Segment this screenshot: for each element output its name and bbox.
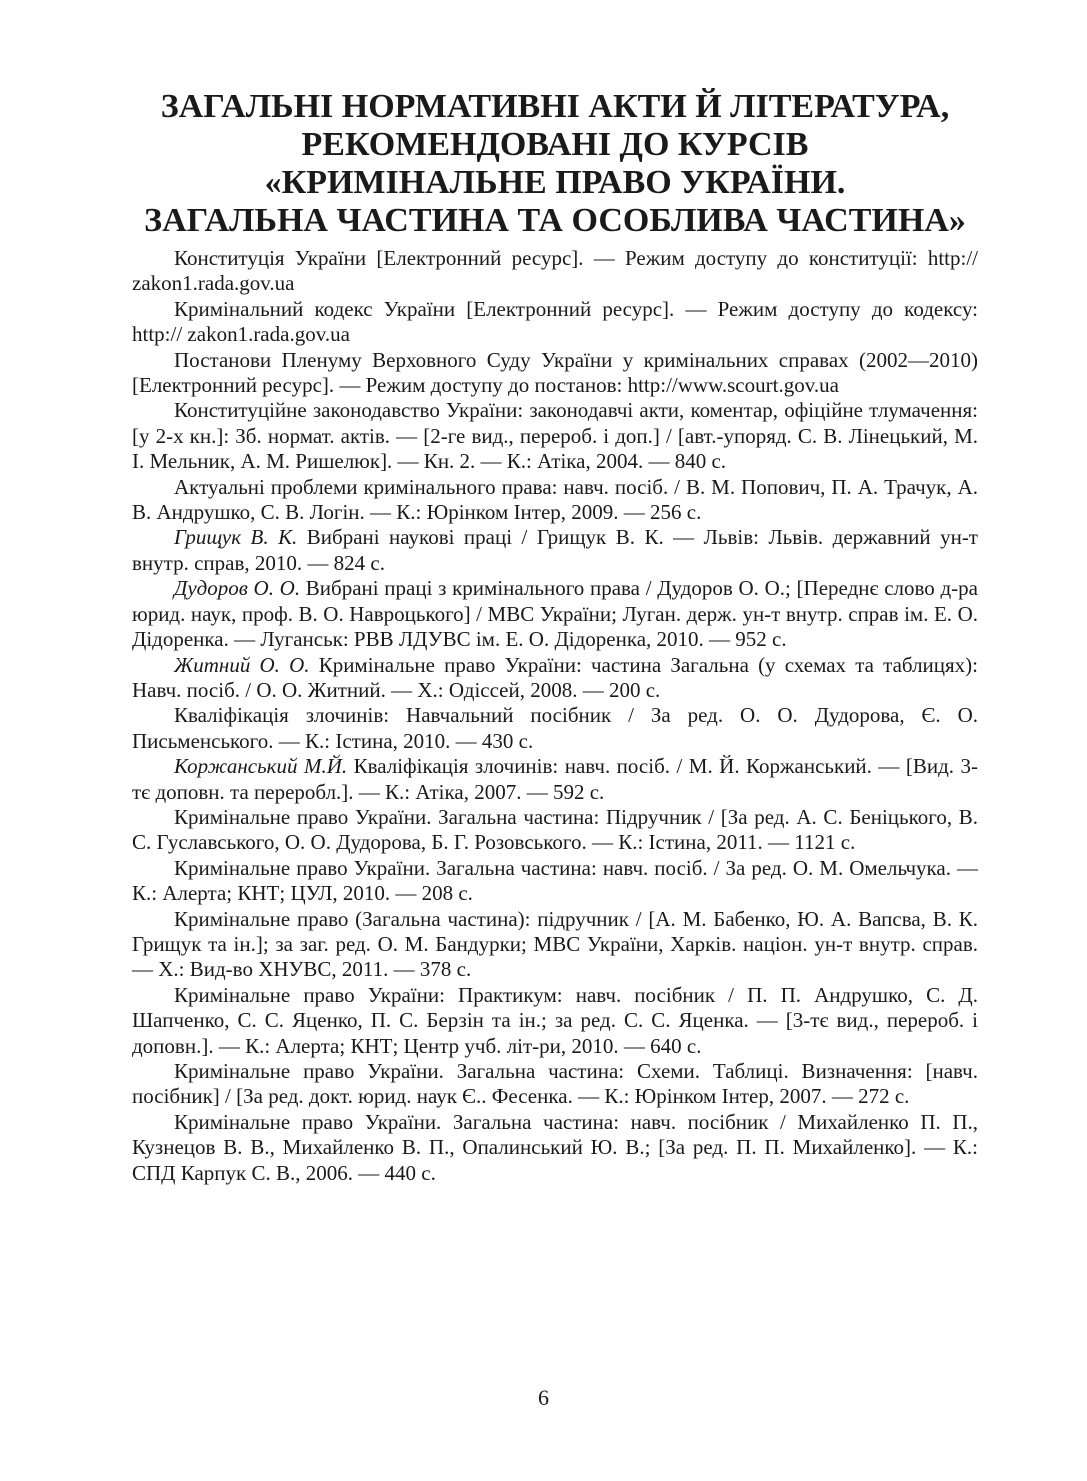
bibliography-entry — [132, 576, 978, 652]
bibliography-entry — [132, 907, 978, 983]
entry-text: Кримінальний кодекс України [Електронний ресурс]. — Режим доступу до кодексу: http:// zakon1.rada.gov.ua — [132, 296, 978, 347]
entry-text: Вибрані наукові праці / Грищук В. К. — Львів: Львів. державний ун-т внутр. справ, 2010. — 824 с. — [132, 525, 978, 575]
bibliography-entry — [132, 754, 978, 805]
bibliography-entry — [132, 525, 978, 576]
title-line: ЗАГАЛЬНА ЧАСТИНА ТА ОСОБЛИВА ЧАСТИНА» — [144, 202, 966, 239]
title-line: ЗАГАЛЬНІ НОРМАТИВНІ АКТИ Й ЛІТЕРАТУРА, — [160, 88, 950, 125]
entry-text: Конституційне законодавство України: законодавчі акти, коментар, офіційне тлумачення: [у 2-х кн.]: Зб. нормат. актів. — [2-ге вид., перероб. і доп.] / [авт.-упоряд. С. В. Лінецький, М. І. Мельник, А. М. Ришелюк]. — Кн. 2. — К.: Атіка, 2004. — 840 с. — [132, 398, 978, 474]
entry-text: Кваліфікація злочинів: навч. посіб. / М. Й. Коржанський. — [Вид. 3-тє доповн. та переробл.]. — К.: Атіка, 2007. — 592 с. — [132, 754, 978, 804]
bibliography-entry — [132, 1059, 978, 1110]
entry-author: Грищук В. К. — [174, 525, 298, 550]
entry-text: Постанови Пленуму Верховного Суду України у кримінальних справах (2002—2010) [Електронний ресурс]. — Режим доступу до постанов: http://www.scourt.gov.ua — [132, 347, 978, 398]
entry-author: Житний О. О. — [174, 652, 310, 677]
entry-text: Кримінальне право (Загальна частина): підручник / [А. М. Бабенко, Ю. А. Вапсва, В. К. Грищук та ін.]; за заг. ред. О. М. Бандурки; МВС України, Харків. націон. ун-т внутр. справ. — Х.: Вид-во ХНУВС, 2011. — 378 с. — [132, 906, 978, 982]
bibliography-entry — [132, 398, 978, 474]
entry-text: Кваліфікація злочинів: Навчальний посібник / За ред. О. О. Дудорова, Є. О. Письменського. — К.: Істина, 2010. — 430 с. — [132, 703, 978, 753]
entry-text: Кримінальне право України. Загальна частина: навч. посіб. / За ред. О. М. Омельчука. — К.: Алерта; КНТ; ЦУЛ, 2010. — 208 с. — [132, 855, 978, 906]
bibliography-entry — [132, 653, 978, 704]
document-page — [132, 88, 978, 1186]
section-title — [132, 88, 978, 240]
bibliography-entry — [132, 475, 978, 526]
entry-text: Кримінальне право України. Загальна частина: навч. посібник / Михайленко П. П., Кузнецов В. В., Михайленко В. П., Опалинський Ю. В.; [За ред. П. П. Михайленко]. — К.: СПД Карпук С. В., 2006. — 440 с. — [132, 1109, 978, 1185]
entry-text: Вибрані праці з кримінального права / Дудоров О. О.; [Переднє слово д-ра юрид. наук, проф. В. О. Навроцького] / МВС України; Луган. держ. ун-т внутр. справ ім. Е. О. Дідоренка. — Луганськ: РВВ ЛДУВС ім. Е. О. Дідоренка, 2010. — 952 с. — [132, 576, 978, 652]
page-number: 6 — [538, 1385, 549, 1410]
entry-text: Кримінальне право України. Загальна частина: Схеми. Таблиці. Визначення: [навч. посібник] / [За ред. докт. юрид. наук Є.. Фесенка. — К.: Юрінком Інтер, 2007. — 272 с. — [132, 1059, 978, 1109]
bibliography-entry — [132, 856, 978, 907]
bibliography-entry — [132, 983, 978, 1059]
entry-text: Кримінальне право України. Загальна частина: Підручник / [За ред. А. С. Беніцького, В. С. Гуславського, О. О. Дудорова, Б. Г. Розовського. — К.: Істина, 2011. — 1121 с. — [132, 804, 978, 855]
entry-text: Актуальні проблеми кримінального права: навч. посіб. / В. М. Попович, П. А. Трачук, А. В. Андрушко, С. В. Логін. — К.: Юрінком Інтер, 2009. — 256 с. — [132, 474, 978, 525]
bibliography-entry — [132, 805, 978, 856]
entry-text: Кримінальне право України: Практикум: навч. посібник / П. П. Андрушко, С. Д. Шапченко, С. С. Яценко, П. С. Берзін та ін.; за ред. С. С. Яценка. — [3-тє вид., перероб. і доповн.]. — К.: Алерта; КНТ; Центр учб. літ-ри, 2010. — 640 с. — [132, 982, 978, 1058]
title-line: РЕКОМЕНДОВАНІ ДО КУРСІВ — [301, 126, 809, 163]
entry-text: Конституція України [Електронний ресурс]. — Режим доступу до конституції: http:// zakon1.rada.gov.ua — [132, 246, 978, 296]
bibliography-entry — [132, 703, 978, 754]
entry-text: Кримінальне право України: частина Загальна (у схемах та таблицях): Навч. посіб. / О. О. Житний. — Х.: Одіссей, 2008. — 200 с. — [132, 652, 979, 702]
bibliography-entry — [132, 348, 978, 399]
bibliography-entry — [132, 246, 978, 297]
bibliography-list — [132, 246, 978, 1186]
entry-author: Коржанський М.Й. — [174, 754, 348, 779]
bibliography-entry — [132, 1110, 978, 1186]
title-line: «КРИМІНАЛЬНЕ ПРАВО УКРАЇНИ. — [264, 164, 846, 201]
bibliography-entry — [132, 297, 978, 348]
entry-author: Дудоров О. О. — [174, 576, 301, 601]
